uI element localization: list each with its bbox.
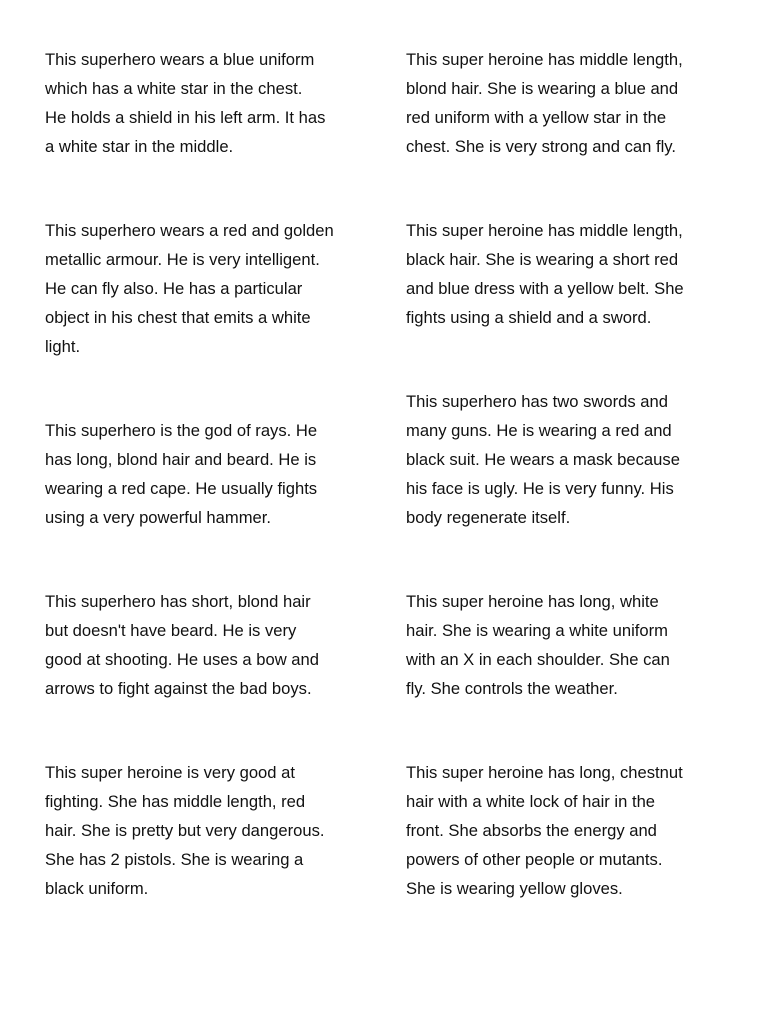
- card-line: powers of other people or mutants.: [406, 850, 663, 869]
- card-line: blond hair. She is wearing a blue and: [406, 79, 679, 98]
- card-line: and blue dress with a yellow belt. She: [406, 279, 684, 298]
- card-line: light.: [45, 337, 81, 356]
- card-line: which has a white star in the chest.: [45, 79, 303, 98]
- card-line: hair. She is pretty but very dangerous.: [45, 821, 325, 840]
- card-line: metallic armour. He is very intelligent.: [45, 250, 320, 269]
- card-line: red uniform with a yellow star in the: [406, 108, 667, 127]
- card-line: black uniform.: [45, 879, 149, 898]
- card-line: fights using a shield and a sword.: [406, 308, 652, 327]
- description-card-left-4: [45, 587, 370, 703]
- card-line: using a very powerful hammer.: [45, 508, 271, 527]
- description-card-left-3: [45, 416, 370, 532]
- description-card-right-2: [406, 216, 726, 332]
- card-line: This superhero is the god of rays. He: [45, 421, 318, 440]
- card-line: fighting. She has middle length, red: [45, 792, 306, 811]
- card-line: with an X in each shoulder. She can: [406, 650, 670, 669]
- card-line: She has 2 pistols. She is wearing a: [45, 850, 304, 869]
- card-line: good at shooting. He uses a bow and: [45, 650, 319, 669]
- card-line: front. She absorbs the energy and: [406, 821, 657, 840]
- description-card-right-1: [406, 45, 726, 161]
- card-line: black suit. He wears a mask because: [406, 450, 680, 469]
- card-line: This superhero wears a red and golden: [45, 221, 334, 240]
- description-card-left-5: [45, 758, 370, 903]
- card-line: He can fly also. He has a particular: [45, 279, 303, 298]
- card-line: This superhero has short, blond hair: [45, 592, 311, 611]
- description-card-right-4: [406, 587, 726, 703]
- card-line: This super heroine has long, white: [406, 592, 659, 611]
- card-line: This super heroine has long, chestnut: [406, 763, 683, 782]
- card-line: has long, blond hair and beard. He is: [45, 450, 317, 469]
- card-line: This super heroine is very good at: [45, 763, 295, 782]
- card-line: This superhero wears a blue uniform: [45, 50, 315, 69]
- description-card-left-2: [45, 216, 370, 361]
- card-line: chest. She is very strong and can fly.: [406, 137, 676, 156]
- card-line: but doesn't have beard. He is very: [45, 621, 297, 640]
- card-line: He holds a shield in his left arm. It has: [45, 108, 326, 127]
- card-line: This super heroine has middle length,: [406, 221, 683, 240]
- card-line: This superhero has two swords and: [406, 392, 668, 411]
- card-line: She is wearing yellow gloves.: [406, 879, 623, 898]
- card-line: fly. She controls the weather.: [406, 679, 618, 698]
- card-line: hair. She is wearing a white uniform: [406, 621, 668, 640]
- card-line: black hair. She is wearing a short red: [406, 250, 679, 269]
- description-card-left-1: [45, 45, 370, 161]
- card-line: a white star in the middle.: [45, 137, 234, 156]
- card-line: his face is ugly. He is very funny. His: [406, 479, 674, 498]
- card-line: body regenerate itself.: [406, 508, 571, 527]
- card-line: hair with a white lock of hair in the: [406, 792, 656, 811]
- card-line: wearing a red cape. He usually fights: [45, 479, 318, 498]
- description-card-right-5: [406, 758, 726, 903]
- card-line: This super heroine has middle length,: [406, 50, 683, 69]
- card-line: object in his chest that emits a white: [45, 308, 311, 327]
- card-line: many guns. He is wearing a red and: [406, 421, 672, 440]
- description-card-right-3: [406, 387, 726, 532]
- card-line: arrows to fight against the bad boys.: [45, 679, 312, 698]
